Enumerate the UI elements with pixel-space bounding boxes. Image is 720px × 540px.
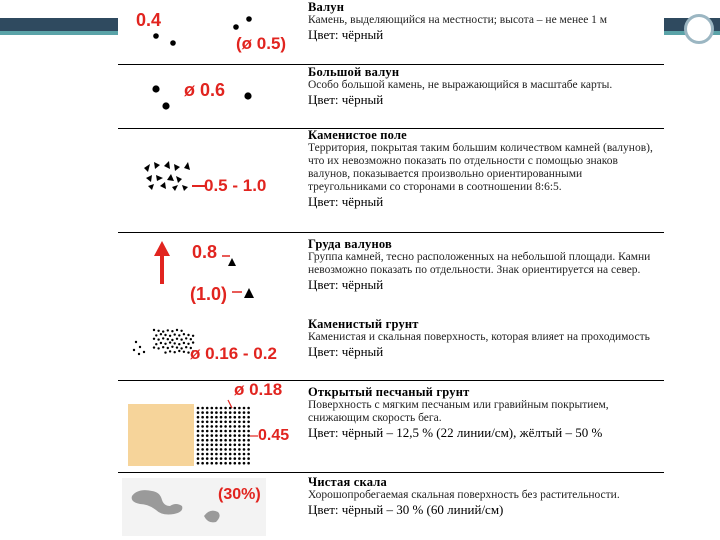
row-color: Цвет: чёрный [308, 92, 384, 107]
row-title: Открытый песчаный грунт [308, 385, 470, 399]
row-color: Цвет: чёрный [308, 344, 384, 359]
row-title: Каменистый грунт [308, 317, 419, 331]
slide-corner-circle [684, 14, 714, 44]
legend-row-bare-rock [118, 472, 664, 540]
boulder-cluster-symbol [118, 232, 296, 314]
sandy-ground-description [308, 386, 660, 439]
bare-rock-symbol [118, 472, 296, 540]
large-boulder-label: ø 0.6 [184, 80, 226, 100]
row-text: Каменистая и скальная поверхность, которая влияет на проходимость [308, 331, 650, 343]
row-text: Территория, покрытая таким большим количеством камней (валунов), что их невозможно показать по отдельности с помощью знаков валунов, показывается произвольно ориентированными треугольниками со сторонами в соотношении 8:6:5. [308, 142, 653, 193]
row-title: Каменистое поле [308, 128, 407, 142]
row-color: Цвет: чёрный [308, 277, 384, 292]
row-color: Цвет: чёрный – 30 % (60 линий/см) [308, 502, 504, 517]
stony-ground-description [308, 318, 660, 358]
sand-yellow-swatch [128, 404, 194, 466]
legend-row-stony-ground [118, 314, 664, 381]
stony-field-symbol [118, 128, 296, 232]
row-title: Большой валун [308, 65, 400, 79]
boulder-cluster-description [308, 238, 660, 291]
row-text: Особо большой камень, не выражающийся в масштабе карты. [308, 79, 613, 91]
bare-rock-label: (30%) [218, 486, 261, 503]
row-color: Цвет: чёрный [308, 194, 384, 209]
row-color: Цвет: чёрный – 12,5 % (22 линии/см), жёлтый – 50 % [308, 425, 603, 440]
stony-field-label: 0.5 - 1.0 [204, 176, 267, 195]
stony-field-description [308, 129, 660, 208]
row-text: Камень, выделяющийся на местности; высота – не менее 1 м [308, 14, 608, 26]
row-color: Цвет: чёрный [308, 27, 384, 42]
row-text: Поверхность с мягким песчаным или гравийным покрытием, снижающим скорость бега. [308, 399, 609, 424]
legend-row-large-boulder [118, 64, 664, 129]
row-text: Хорошопробегаемая скальная поверхность без растительности. [308, 489, 620, 501]
boulder-diameter-label: (ø 0.5) [236, 34, 287, 53]
sand-dot-label: ø 0.18 [234, 380, 283, 399]
row-title: Чистая скала [308, 475, 387, 489]
symbol-legend-document [118, 0, 664, 540]
cluster-size-label: 0.8 [192, 242, 218, 262]
sand-spacing-label: 0.45 [258, 427, 290, 444]
legend-row-boulder [118, 0, 664, 65]
row-title: Груда валунов [308, 237, 392, 251]
large-boulder-symbol [118, 64, 296, 128]
cluster-large-label: (1.0) [190, 284, 228, 304]
legend-row-boulder-cluster [118, 232, 664, 314]
stony-ground-label: ø 0.16 - 0.2 [190, 344, 277, 363]
row-title: Валун [308, 0, 345, 14]
bare-rock-description [308, 476, 660, 516]
row-text: Группа камней, тесно расположенных на небольшой площади. Камни невозможно показать по отдельности. Знак ориентируется на север. [308, 251, 651, 276]
boulder-symbol [118, 0, 296, 64]
large-boulder-description [308, 66, 660, 106]
legend-row-stony-field [118, 128, 664, 233]
legend-row-open-sandy-ground [118, 380, 664, 473]
sandy-ground-symbol [118, 380, 296, 472]
bare-rock-shapes [118, 472, 296, 540]
boulder-size-label: 0.4 [136, 10, 162, 30]
boulder-description [308, 1, 660, 41]
stony-ground-symbol [118, 314, 296, 380]
